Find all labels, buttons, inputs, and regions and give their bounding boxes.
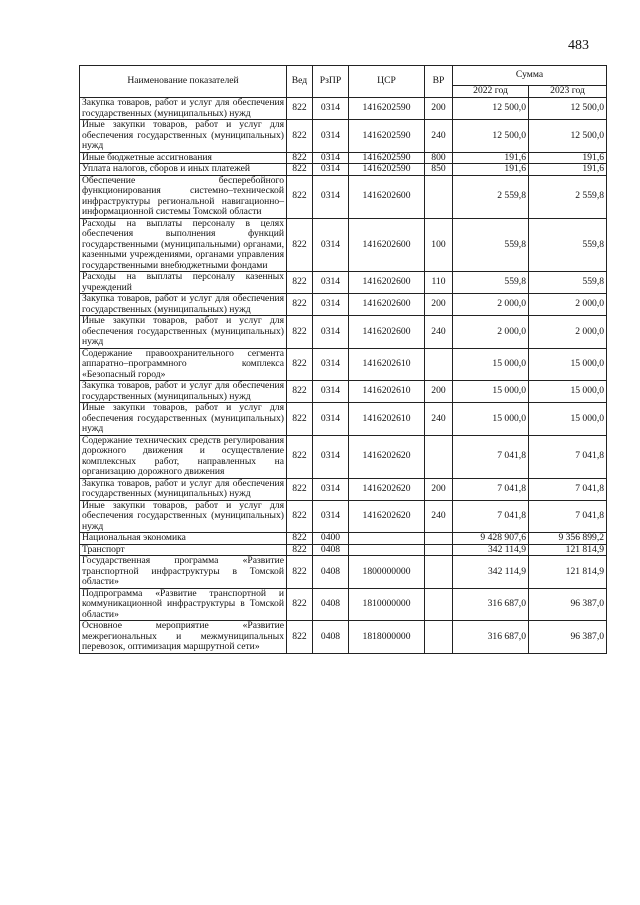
row-rzpr: 0408	[313, 556, 349, 589]
row-vr	[425, 435, 453, 478]
row-sum-2023: 96 387,0	[529, 588, 607, 621]
row-sum-2023: 7 041,8	[529, 435, 607, 478]
row-sum-2023: 7 041,8	[529, 500, 607, 533]
row-sum-2022: 2 000,0	[453, 294, 529, 316]
row-vr: 850	[425, 164, 453, 176]
row-csr	[349, 544, 425, 556]
row-vr	[425, 533, 453, 545]
row-name: Транспорт	[80, 544, 287, 556]
table-row	[80, 588, 607, 621]
row-sum-2022: 191,6	[453, 164, 529, 176]
row-ved: 822	[287, 544, 313, 556]
row-sum-2022: 316 687,0	[453, 588, 529, 621]
row-name: Национальная экономика	[80, 533, 287, 545]
header-csr: ЦСР	[349, 66, 425, 98]
row-ved: 822	[287, 381, 313, 403]
row-name: Расходы на выплаты персоналу казенных учреждений	[80, 272, 287, 294]
row-sum-2022: 7 041,8	[453, 478, 529, 500]
table-row	[80, 435, 607, 478]
row-name: Подпрограмма «Развитие транспортной и коммуникационной инфраструктуры в Томской области»	[80, 588, 287, 621]
row-sum-2023: 121 814,9	[529, 556, 607, 589]
row-name: Содержание технических средств регулирования дорожного движения и осуществление комплексных работ, направленных на организацию дорожного движения	[80, 435, 287, 478]
row-ved: 822	[287, 348, 313, 381]
table-row	[80, 272, 607, 294]
row-sum-2022: 15 000,0	[453, 403, 529, 436]
row-ved: 822	[287, 164, 313, 176]
budget-table	[79, 65, 607, 654]
table-row	[80, 381, 607, 403]
table-row	[80, 120, 607, 153]
row-name: Основное мероприятие «Развитие межрегиональных и межмуниципальных перевозок, оптимизация маршрутной сети»	[80, 621, 287, 654]
page-number: 483	[568, 38, 589, 53]
row-name: Расходы на выплаты персоналу в целях обеспечения выполнения функций государственными (муниципальными) органами, казенными учреждениями, органами управления государственными внебюджетными фондами	[80, 218, 287, 272]
row-sum-2023: 559,8	[529, 272, 607, 294]
row-sum-2023: 121 814,9	[529, 544, 607, 556]
row-vr	[425, 348, 453, 381]
row-sum-2022: 2 000,0	[453, 316, 529, 349]
row-sum-2023: 9 356 899,2	[529, 533, 607, 545]
row-sum-2023: 559,8	[529, 218, 607, 272]
row-sum-2022: 15 000,0	[453, 381, 529, 403]
row-name: Обеспечение бесперебойного функционирования системно–технической инфраструктуры региональной навигационно–информационной системы Томской области	[80, 175, 287, 218]
row-name: Государственная программа «Развитие транспортной инфраструктуры в Томской области»	[80, 556, 287, 589]
row-vr: 110	[425, 272, 453, 294]
row-sum-2023: 15 000,0	[529, 348, 607, 381]
table-row	[80, 98, 607, 120]
row-rzpr: 0400	[313, 533, 349, 545]
row-rzpr: 0314	[313, 272, 349, 294]
row-name: Иные закупки товаров, работ и услуг для обеспечения государственных (муниципальных) нужд	[80, 120, 287, 153]
table-row	[80, 348, 607, 381]
row-sum-2022: 12 500,0	[453, 98, 529, 120]
row-name: Закупка товаров, работ и услуг для обеспечения государственных (муниципальных) нужд	[80, 294, 287, 316]
row-name: Иные закупки товаров, работ и услуг для обеспечения государственных (муниципальных) нужд	[80, 403, 287, 436]
row-vr: 240	[425, 120, 453, 153]
row-ved: 822	[287, 533, 313, 545]
row-rzpr: 0314	[313, 381, 349, 403]
row-sum-2023: 12 500,0	[529, 98, 607, 120]
row-name: Иные закупки товаров, работ и услуг для обеспечения государственных (муниципальных) нужд	[80, 500, 287, 533]
row-vr	[425, 621, 453, 654]
row-vr: 100	[425, 218, 453, 272]
row-name: Закупка товаров, работ и услуг для обеспечения государственных (муниципальных) нужд	[80, 478, 287, 500]
row-sum-2022: 15 000,0	[453, 348, 529, 381]
table-row	[80, 500, 607, 533]
row-vr: 200	[425, 294, 453, 316]
row-sum-2023: 191,6	[529, 152, 607, 164]
row-vr	[425, 556, 453, 589]
table-row	[80, 175, 607, 218]
row-rzpr: 0314	[313, 164, 349, 176]
row-csr: 1416202600	[349, 175, 425, 218]
row-ved: 822	[287, 152, 313, 164]
header-vr: ВР	[425, 66, 453, 98]
row-rzpr: 0408	[313, 621, 349, 654]
row-vr	[425, 175, 453, 218]
row-sum-2023: 96 387,0	[529, 621, 607, 654]
table-row	[80, 218, 607, 272]
table-body	[80, 98, 607, 654]
row-name: Закупка товаров, работ и услуг для обеспечения государственных (муниципальных) нужд	[80, 381, 287, 403]
row-sum-2022: 2 559,8	[453, 175, 529, 218]
row-csr: 1416202610	[349, 348, 425, 381]
row-vr: 200	[425, 381, 453, 403]
table-row	[80, 152, 607, 164]
row-sum-2022: 12 500,0	[453, 120, 529, 153]
row-ved: 822	[287, 272, 313, 294]
row-csr: 1416202590	[349, 164, 425, 176]
row-sum-2022: 316 687,0	[453, 621, 529, 654]
row-vr: 200	[425, 98, 453, 120]
row-ved: 822	[287, 316, 313, 349]
row-csr: 1810000000	[349, 588, 425, 621]
row-csr: 1818000000	[349, 621, 425, 654]
row-rzpr: 0314	[313, 348, 349, 381]
row-sum-2022: 559,8	[453, 272, 529, 294]
header-ved: Вед	[287, 66, 313, 98]
row-rzpr: 0314	[313, 218, 349, 272]
row-ved: 822	[287, 403, 313, 436]
row-rzpr: 0314	[313, 152, 349, 164]
row-csr: 1416202610	[349, 381, 425, 403]
row-csr: 1416202590	[349, 98, 425, 120]
row-rzpr: 0314	[313, 478, 349, 500]
row-csr: 1416202590	[349, 120, 425, 153]
row-rzpr: 0314	[313, 316, 349, 349]
row-ved: 822	[287, 435, 313, 478]
row-ved: 822	[287, 621, 313, 654]
row-sum-2023: 12 500,0	[529, 120, 607, 153]
header-year-2023: 2023 год	[529, 86, 607, 98]
row-sum-2023: 191,6	[529, 164, 607, 176]
row-sum-2022: 7 041,8	[453, 500, 529, 533]
row-sum-2023: 7 041,8	[529, 478, 607, 500]
row-ved: 822	[287, 218, 313, 272]
row-ved: 822	[287, 294, 313, 316]
header-sum: Сумма	[453, 66, 607, 86]
row-ved: 822	[287, 588, 313, 621]
row-vr	[425, 544, 453, 556]
header-year-2022: 2022 год	[453, 86, 529, 98]
table-row	[80, 621, 607, 654]
row-ved: 822	[287, 175, 313, 218]
row-ved: 822	[287, 500, 313, 533]
header-rzpr: РзПР	[313, 66, 349, 98]
row-sum-2023: 15 000,0	[529, 381, 607, 403]
row-rzpr: 0408	[313, 544, 349, 556]
row-csr: 1416202590	[349, 152, 425, 164]
row-name: Иные закупки товаров, работ и услуг для обеспечения государственных (муниципальных) нужд	[80, 316, 287, 349]
row-rzpr: 0314	[313, 435, 349, 478]
row-csr: 1416202600	[349, 316, 425, 349]
row-sum-2023: 2 000,0	[529, 316, 607, 349]
row-name: Содержание правоохранительного сегмента аппаратно–программного комплекса «Безопасный город»	[80, 348, 287, 381]
row-csr: 1416202620	[349, 435, 425, 478]
row-sum-2022: 342 114,9	[453, 544, 529, 556]
row-ved: 822	[287, 556, 313, 589]
row-rzpr: 0314	[313, 175, 349, 218]
row-sum-2023: 15 000,0	[529, 403, 607, 436]
row-csr: 1416202620	[349, 478, 425, 500]
row-rzpr: 0314	[313, 294, 349, 316]
table-header	[80, 66, 607, 98]
table-row	[80, 478, 607, 500]
row-csr: 1416202600	[349, 272, 425, 294]
row-csr: 1416202600	[349, 294, 425, 316]
row-name: Закупка товаров, работ и услуг для обеспечения государственных (муниципальных) нужд	[80, 98, 287, 120]
row-sum-2023: 2 000,0	[529, 294, 607, 316]
row-name: Уплата налогов, сборов и иных платежей	[80, 164, 287, 176]
table-row	[80, 544, 607, 556]
row-rzpr: 0314	[313, 98, 349, 120]
row-vr: 240	[425, 316, 453, 349]
header-name: Наименование показателей	[80, 66, 287, 98]
row-rzpr: 0314	[313, 120, 349, 153]
row-csr: 1416202600	[349, 218, 425, 272]
table-row	[80, 403, 607, 436]
row-csr	[349, 533, 425, 545]
row-ved: 822	[287, 120, 313, 153]
row-rzpr: 0314	[313, 403, 349, 436]
row-sum-2022: 7 041,8	[453, 435, 529, 478]
row-ved: 822	[287, 98, 313, 120]
row-sum-2022: 9 428 907,6	[453, 533, 529, 545]
row-sum-2022: 191,6	[453, 152, 529, 164]
row-sum-2022: 559,8	[453, 218, 529, 272]
row-rzpr: 0314	[313, 500, 349, 533]
table-row	[80, 316, 607, 349]
row-sum-2023: 2 559,8	[529, 175, 607, 218]
row-vr	[425, 588, 453, 621]
row-vr: 800	[425, 152, 453, 164]
row-csr: 1416202620	[349, 500, 425, 533]
table-row	[80, 533, 607, 545]
row-ved: 822	[287, 478, 313, 500]
row-vr: 240	[425, 403, 453, 436]
row-csr: 1800000000	[349, 556, 425, 589]
row-csr: 1416202610	[349, 403, 425, 436]
row-vr: 240	[425, 500, 453, 533]
row-vr: 200	[425, 478, 453, 500]
table-row	[80, 556, 607, 589]
row-sum-2022: 342 114,9	[453, 556, 529, 589]
table-row	[80, 164, 607, 176]
row-rzpr: 0408	[313, 588, 349, 621]
table-row	[80, 294, 607, 316]
row-name: Иные бюджетные ассигнования	[80, 152, 287, 164]
